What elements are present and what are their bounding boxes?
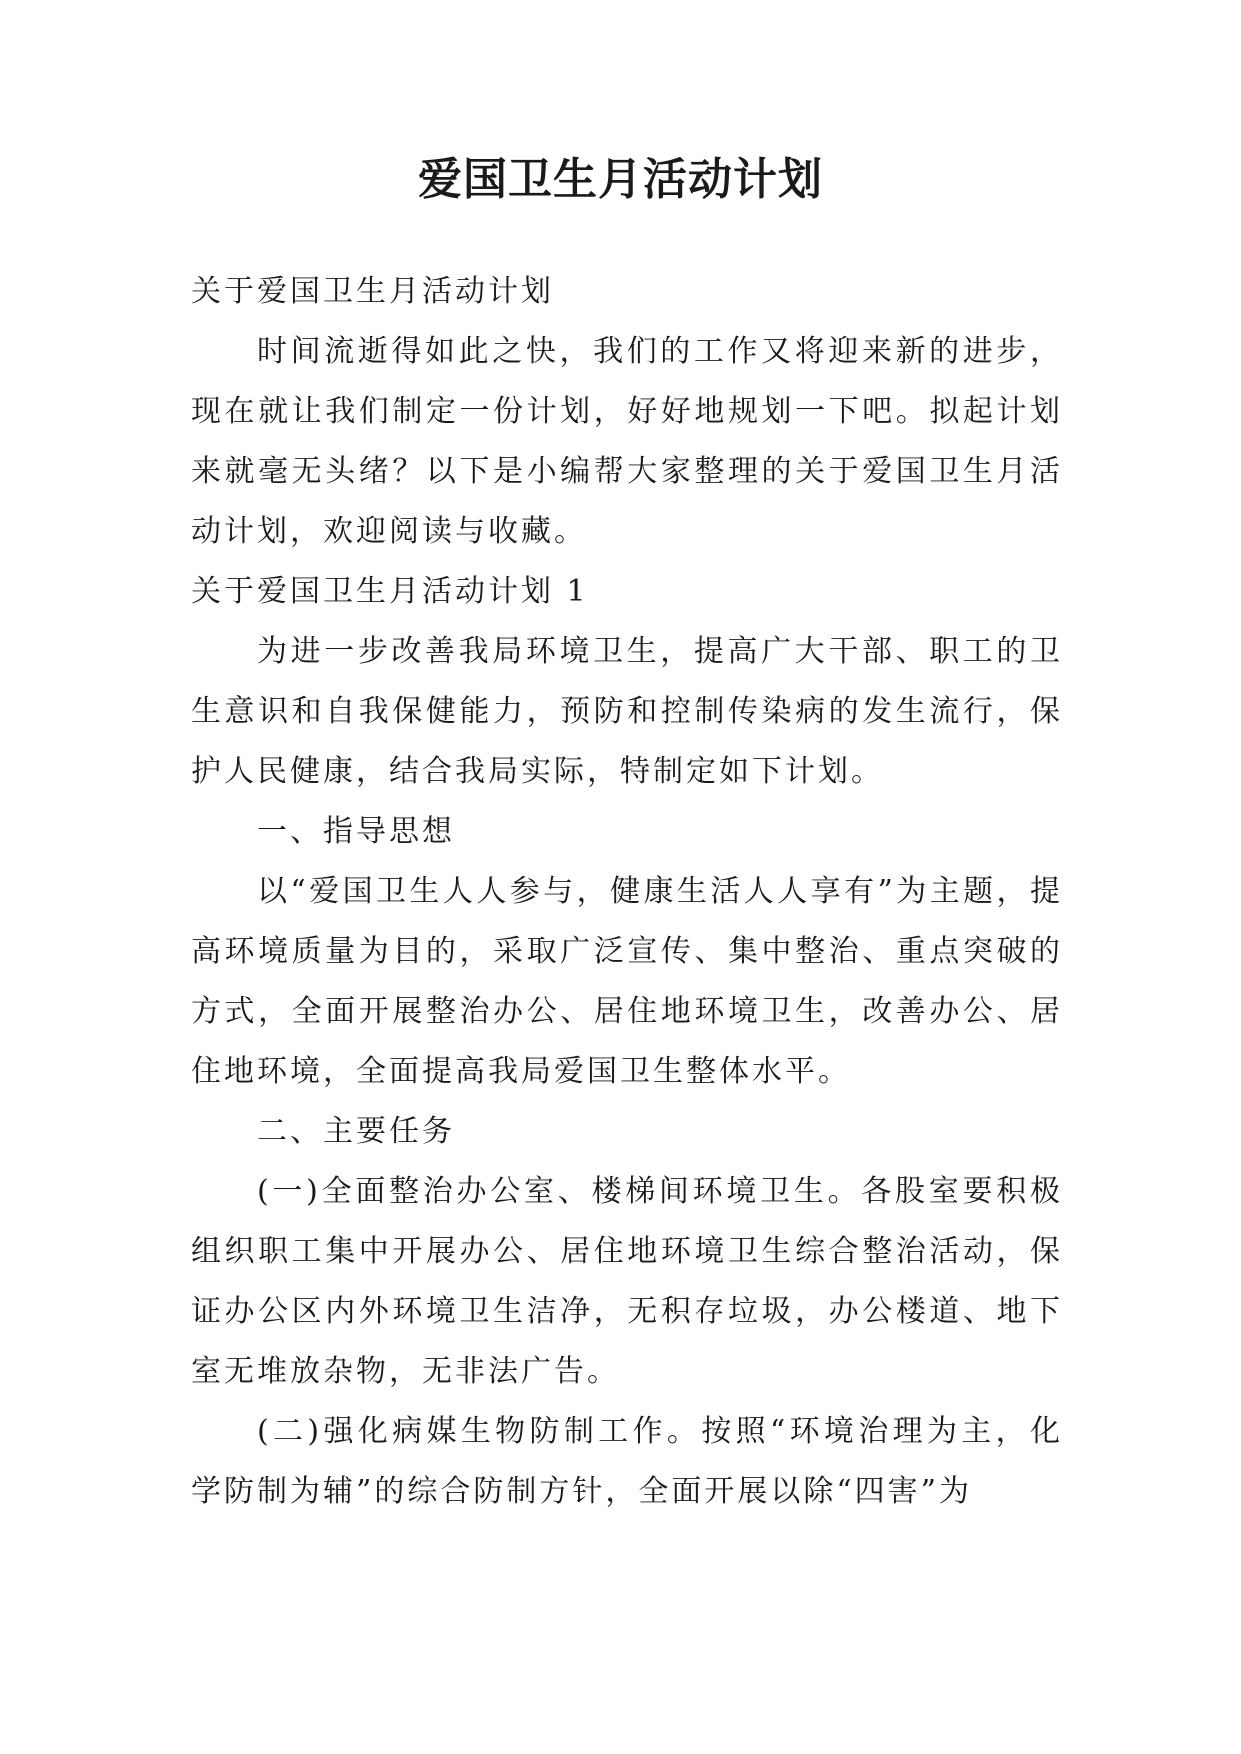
guiding-ideology-paragraph: 以“爱国卫生人人参与，健康生活人人享有”为主题，提高环境质量为目的，采取广泛宣传、集中整治、重点突破的方式，全面开展整治办公、居住地环境卫生，改善办公、居住地环境，全面提高我局爱国卫生整体水平。	[191, 874, 1063, 1089]
intro-heading: 关于爱国卫生月活动计划	[191, 274, 554, 309]
guiding-ideology-heading: 一、指导思想	[257, 814, 455, 849]
task-1-paragraph: (一)全面整治办公室、楼梯间环境卫生。各股室要积极组织职工集中开展办公、居住地环境卫生综合整治活动，保证办公区内外环境卫生洁净，无积存垃圾，办公楼道、地下室无堆放杂物，无非法广告。	[191, 1174, 1063, 1389]
section-1-heading: 关于爱国卫生月活动计划 1	[191, 574, 589, 609]
main-tasks-heading: 二、主要任务	[257, 1114, 455, 1149]
task-2-paragraph: (二)强化病媒生物防制工作。按照“环境治理为主，化学防制为辅”的综合防制方针，全面开展以除“四害”为	[191, 1414, 1063, 1509]
section-1-block	[191, 562, 1063, 1522]
intro-paragraph: 时间流逝得如此之快，我们的工作又将迎来新的进步，现在就让我们制定一份计划，好好地规划一下吧。拟起计划来就毫无头绪？以下是小编帮大家整理的关于爱国卫生月活动计划，欢迎阅读与收藏。	[191, 334, 1063, 549]
section-1-paragraph-1: 为进一步改善我局环境卫生，提高广大干部、职工的卫生意识和自我保健能力，预防和控制传染病的发生流行，保护人民健康，结合我局实际，特制定如下计划。	[191, 634, 1063, 789]
document-title: 爱国卫生月活动计划	[418, 154, 823, 205]
intro-block	[191, 262, 1063, 562]
